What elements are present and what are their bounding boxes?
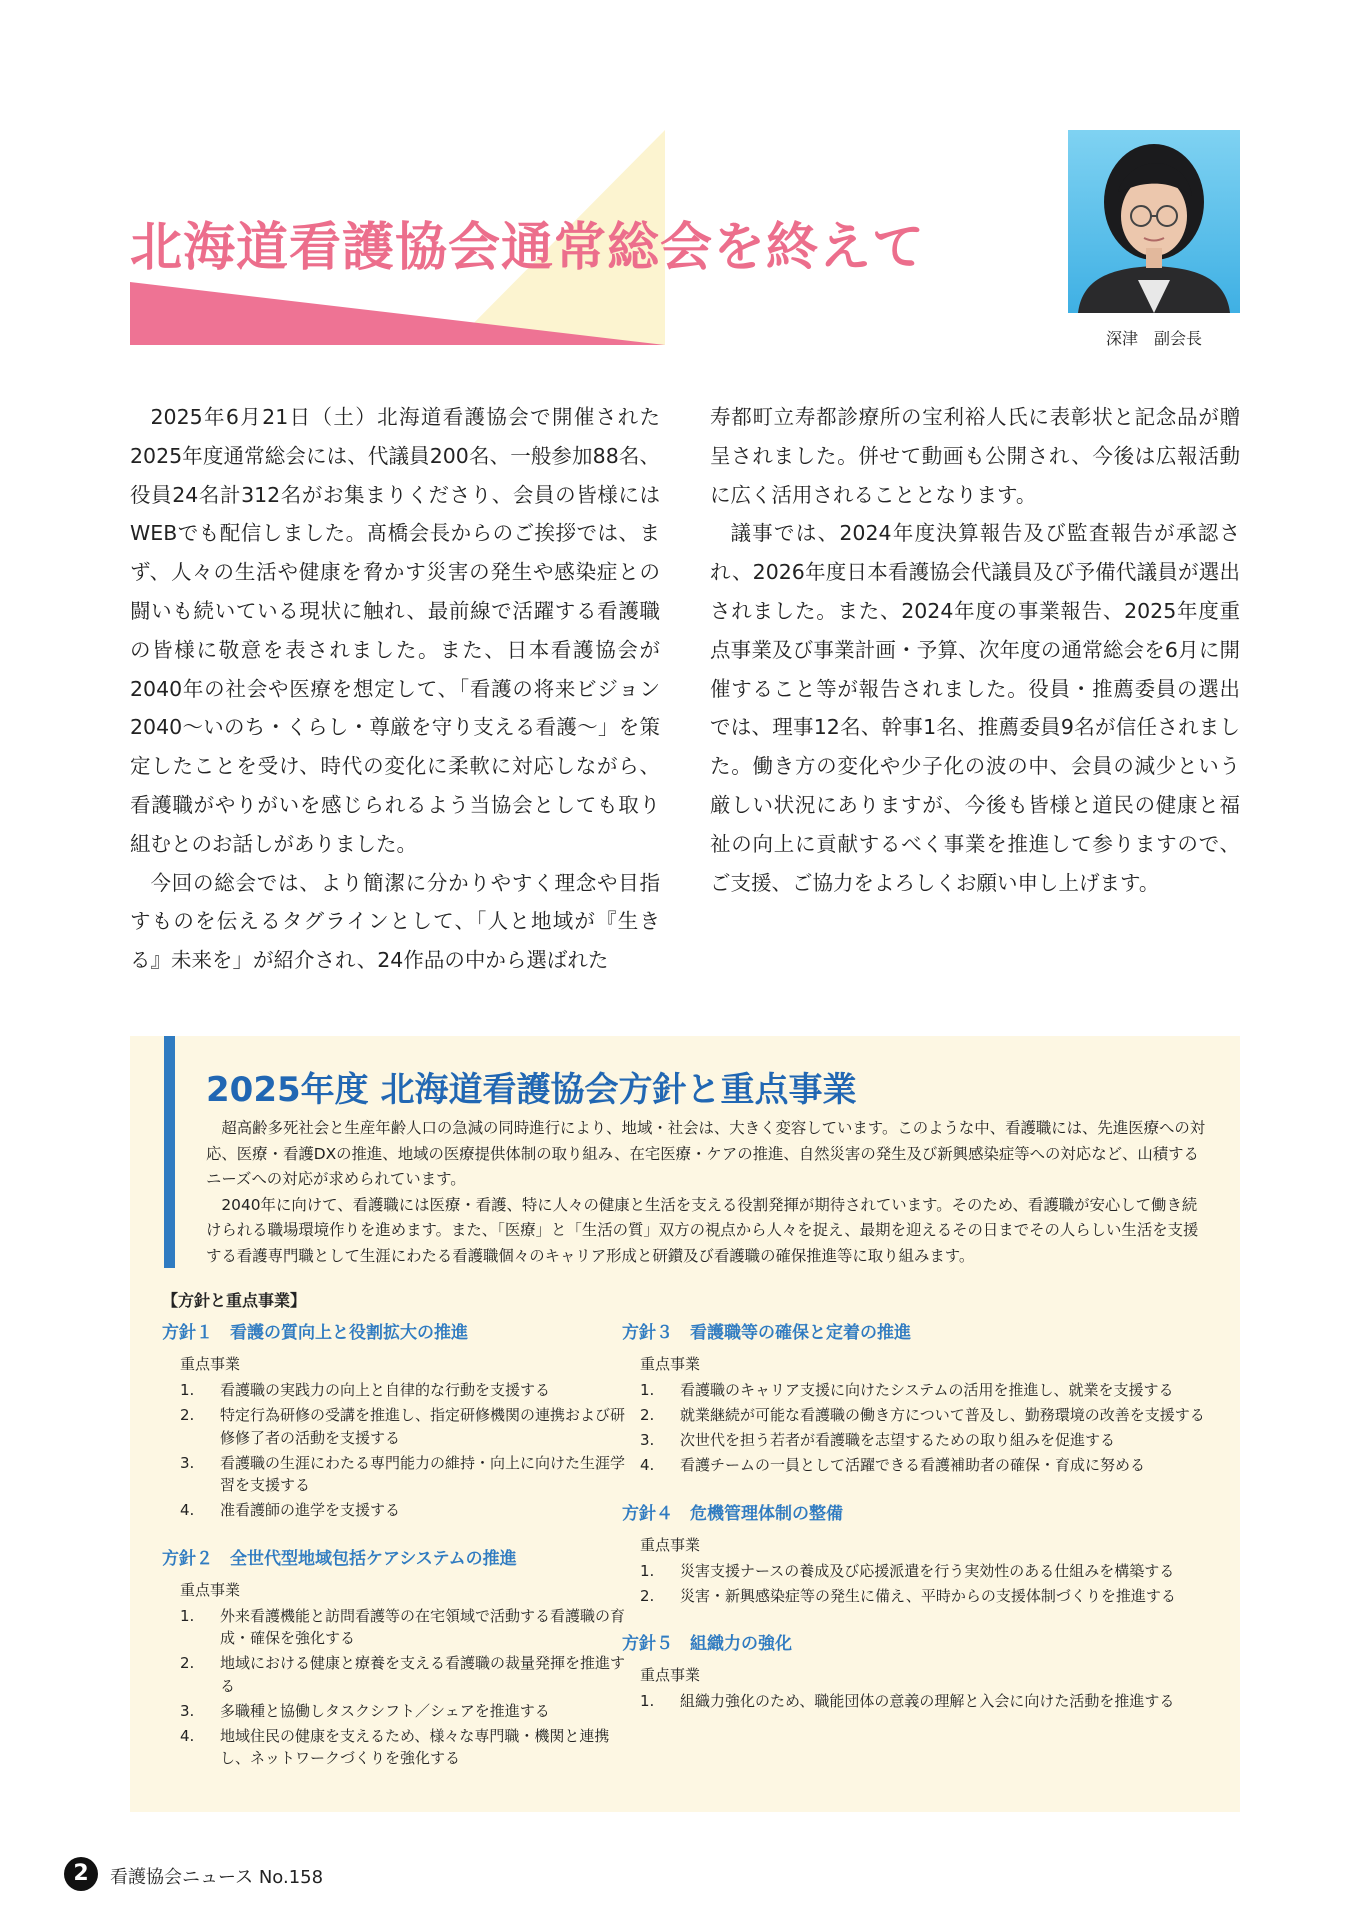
policy-subheading: 重点事業 xyxy=(640,1535,701,1554)
policy-box-accent-bar xyxy=(164,1036,175,1268)
policy-3 xyxy=(622,1318,1212,1477)
policy-1 xyxy=(162,1318,632,1522)
policy-item: 4. 地域住民の健康を支えるため、様々な専門職・機関と連携し、ネットワークづくりを強化する xyxy=(180,1726,610,1767)
policy-5 xyxy=(622,1629,1212,1713)
policy-item: 2. 特定行為研修の受講を推進し、指定研修機関の連携および研修修了者の活動を支援する xyxy=(180,1406,626,1447)
policy-item: 3. 看護職の生涯にわたる専門能力の維持・向上に向けた生涯学習を支援する xyxy=(180,1453,626,1494)
article-column-left xyxy=(130,398,660,980)
article-paragraph: 寿都町立寿都診療所の宝利裕人氏に表彰状と記念品が贈呈されました。併せて動画も公開され、今後は広報活動に広く活用されることとなります。 xyxy=(710,405,1240,507)
policy-title: 方針２ 全世代型地域包括ケアシステムの推進 xyxy=(162,1548,517,1569)
policy-subheading: 重点事業 xyxy=(180,1355,241,1373)
policy-4 xyxy=(622,1499,1212,1608)
policy-title: 方針３ 看護職等の確保と定着の推進 xyxy=(622,1323,911,1343)
policy-item: 4. 看護チームの一員として活躍できる看護補助者の確保・育成に努める xyxy=(640,1456,1146,1474)
policy-item: 3. 次世代を担う若者が看護職を志望するための取り組みを促進する xyxy=(640,1431,1116,1449)
policies-column-left xyxy=(162,1318,632,1792)
policy-item: 1. 災害支援ナースの養成及び応援派遣を行う実効性のある仕組みを構築する xyxy=(640,1561,1175,1580)
page-number: 2 xyxy=(64,1857,98,1891)
policy-item: 1. 看護職のキャリア支援に向けたシステムの活用を推進し、就業を支援する xyxy=(640,1381,1174,1399)
policy-item: 2. 地域における健康と療養を支える看護職の裁量発揮を推進する xyxy=(180,1654,626,1695)
policy-box xyxy=(130,1036,1240,1812)
policy-item: 1. 看護職の実践力の向上と自律的な行動を支援する xyxy=(180,1381,551,1399)
article-column-right xyxy=(710,398,1240,902)
policy-subheading: 重点事業 xyxy=(640,1666,701,1684)
policy-item: 2. 災害・新興感染症等の発生に備え、平時からの支援体制づくりを推進する xyxy=(640,1586,1176,1605)
policy-item: 1. 外来看護機能と訪問看護等の在宅領域で活動する看護職の育成・確保を強化する xyxy=(180,1606,626,1647)
vice-president-photo xyxy=(1068,130,1240,313)
policy-item: 1. 組織力強化のため、職能団体の意義の理解と入会に向けた活動を推進する xyxy=(640,1692,1175,1710)
photo-caption: 深津 副会長 xyxy=(1105,329,1202,348)
policy-title: 方針４ 危機管理体制の整備 xyxy=(622,1503,843,1524)
page-title: 北海道看護協会通常総会を終えて xyxy=(130,218,926,278)
article-body xyxy=(130,398,1240,998)
policy-title: 方針１ 看護の質向上と役割拡大の推進 xyxy=(162,1323,468,1343)
policy-subheading: 重点事業 xyxy=(640,1355,701,1373)
policy-intro xyxy=(206,1116,1206,1269)
policy-2 xyxy=(162,1544,632,1770)
policies-heading: 【方針と重点事業】 xyxy=(162,1291,307,1310)
article-paragraph: 議事では、2024年度決算報告及び監査報告が承認され、2026年度日本看護協会代議員及び予備代議員が選出されました。また、2024年度の事業報告、2025年度重点事業及び事業計画・予算、次年度の通常総会を6月に開催すること等が報告されました。役員・推薦委員の選出では、理事12名、幹事1名、推薦委員9名が信任されました。働き方の変化や少子化の波の中、会員の減少という厳しい状況にありますが、今後も皆様と道民の健康と福祉の向上に貢献するべく事業を推進して参りますので、ご支援、ご協力をよろしくお願い申し上げます。 xyxy=(710,521,1240,895)
policy-item: 2. 就業継続が可能な看護職の働き方について普及し、勤務環境の改善を支援する xyxy=(640,1406,1205,1424)
article-paragraph: 2025年6月21日（土）北海道看護協会で開催された2025年度通常総会には、代議員200名、一般参加88名、役員24名計312名がお集まりくださり、会員の皆様にはWEBでも配信しました。髙橋会長からのご挨拶では、まず、人々の生活や健康を脅かす災害の発生や感染症との闘いも続いている現状に触れ、最前線で活躍する看護職の皆様に敬意を表されました。また、日本看護協会が2040年の社会や医療を想定して、「看護の将来ビジョン2040〜いのち・くらし・尊厳を守り支える看護〜」を策定したことを受け、時代の変化に柔軟に対応しながら、看護職がやりがいを感じられるよう当協会としても取り組むとのお話しがありました。 xyxy=(130,405,660,856)
policies-column-right xyxy=(622,1318,1212,1735)
article-paragraph: 今回の総会では、より簡潔に分かりやすく理念や目指すものを伝えるタグラインとして、「人と地域が『生きる』未来を」が紹介され、24作品の中から選ばれた xyxy=(130,870,660,973)
policy-subheading: 重点事業 xyxy=(180,1580,241,1599)
policy-title: 方針５ 組織力の強化 xyxy=(622,1634,792,1654)
publication-name: 看護協会ニュース No.158 xyxy=(110,1867,324,1888)
policy-intro-paragraph: 2040年に向けて、看護職には医療・看護、特に人々の健康と生活を支える役割発揮が期待されています。そのため、看護職が安心して働き続けられる職場環境作りを進めます。また、「医療」と「生活の質」双方の視点から人々を捉え、最期を迎えるその日までその人らしい生活を支援する看護専門職として生涯にわたる看護職個々のキャリア形成と研鑚及び看護職の確保推進等に取り組みます。 xyxy=(206,1195,1199,1265)
policy-item: 3. 多職種と協働しタスクシフト／シェアを推進する xyxy=(180,1701,550,1720)
policy-item: 4. 准看護師の進学を支援する xyxy=(180,1501,401,1519)
policy-intro-paragraph: 超高齢多死社会と生産年齢人口の急減の同時進行により、地域・社会は、大きく変容しています。このような中、看護職には、先進医療への対応、医療・看護DXの推進、地域の医療提供体制の取り組み、在宅医療・ケアの推進、自然災害の発生及び新興感染症等への対応など、山積するニーズへの対応が求められています。 xyxy=(206,1119,1206,1188)
policy-box-title: 2025年度 北海道看護協会方針と重点事業 xyxy=(206,1070,857,1110)
